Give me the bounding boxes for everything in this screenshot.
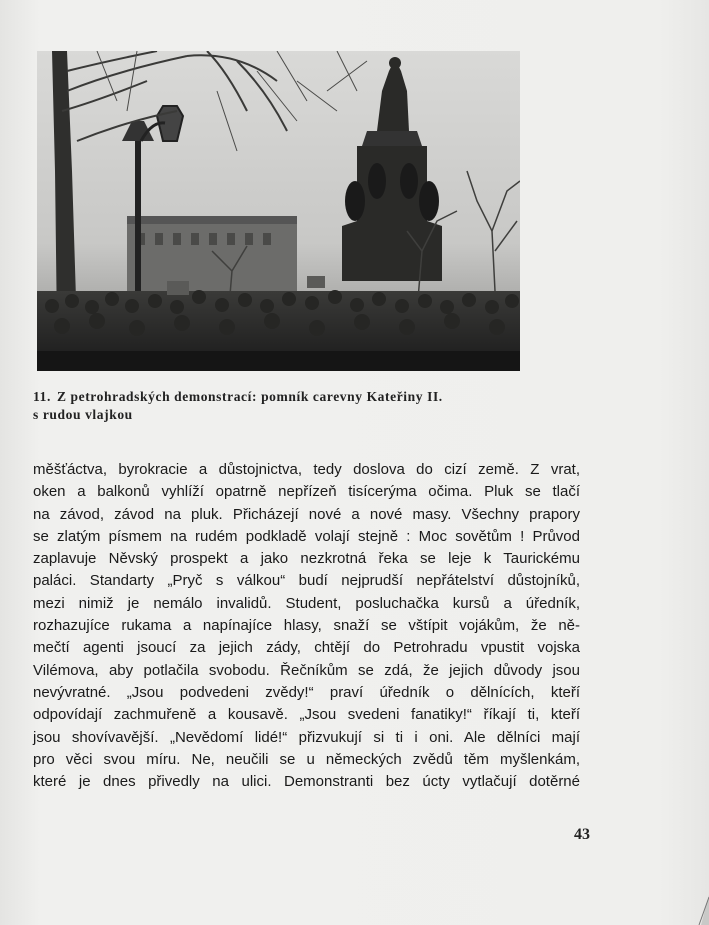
text-line: které je dnes přivedly na ulici. Demonstranti bez úcty vytlačují dotěrné bbox=[33, 773, 580, 791]
text-line: paláci. Standarty „Pryč s válkou“ budí nejprudší nepřátelství důstojníků, bbox=[33, 572, 580, 590]
text-line: pro věci svou míru. Ne, neučili se u německých zvědů těm myšlenkám, bbox=[33, 750, 580, 768]
caption-line-2: s rudou vlajkou bbox=[33, 407, 133, 422]
page-corner-curl bbox=[689, 895, 709, 925]
body-paragraph bbox=[33, 459, 580, 793]
text-line: nevývratné. „Jsou podvedeni zvědy!“ praví úředník o dělnících, kteří bbox=[33, 683, 580, 701]
caption-number: 11. bbox=[33, 389, 51, 404]
figure-caption bbox=[33, 388, 513, 424]
caption-line-1 bbox=[33, 388, 513, 406]
caption-text: Z petrohradských demonstrací: pomník carevny Kateřiny II. bbox=[56, 389, 443, 404]
text-line: odpovídají zachmuřeně a kousavě. „Jsou svedeni fanatiky!“ říkají ti, kteří bbox=[33, 706, 580, 724]
text-line: Vilémova, aby potlačila svobodu. Řečníkům se zdá, že jejich důvody jsou bbox=[33, 661, 580, 679]
text-line: měšťáctva, byrokracie a důstojnictva, tedy doslova do cizí země. Z vrat, bbox=[33, 461, 580, 478]
text-line: mezi nimiž je nemálo invalidů. Student, posluchačka kursů a úředník, bbox=[33, 594, 580, 612]
text-line: se zlatým písmem na rudém podkladě volají stejně : Moc sovětům ! Průvod bbox=[33, 527, 580, 545]
text-line: na závod, závod na pluk. Přicházejí nové a nové masy. Všechny prapory bbox=[33, 505, 580, 523]
text-line: jsou shovívavější. „Nevědomí lidé!“ přizvukují si ti i oni. Ale dělníci mají bbox=[33, 728, 580, 746]
text-line: rozhazujíce rukama a napínajíce hlasy, snaží se vštípit vojákům, že ně- bbox=[33, 617, 580, 635]
page-number: 43 bbox=[574, 826, 590, 843]
text-line: oken a balkonů vyhlíží opatrně nepřízeň tisícerýma očima. Pluk se tlačí bbox=[33, 483, 580, 501]
photo-image bbox=[37, 51, 520, 371]
text-line: mečtí agenti jsoucí za jejich zády, chtějí do Petrohradu vpustit vojska bbox=[33, 639, 580, 657]
demonstration-photo bbox=[37, 51, 520, 371]
text-line: zaplavuje Něvský prospekt a jako nezkrotná řeka se leje k Taurickému bbox=[33, 550, 580, 568]
